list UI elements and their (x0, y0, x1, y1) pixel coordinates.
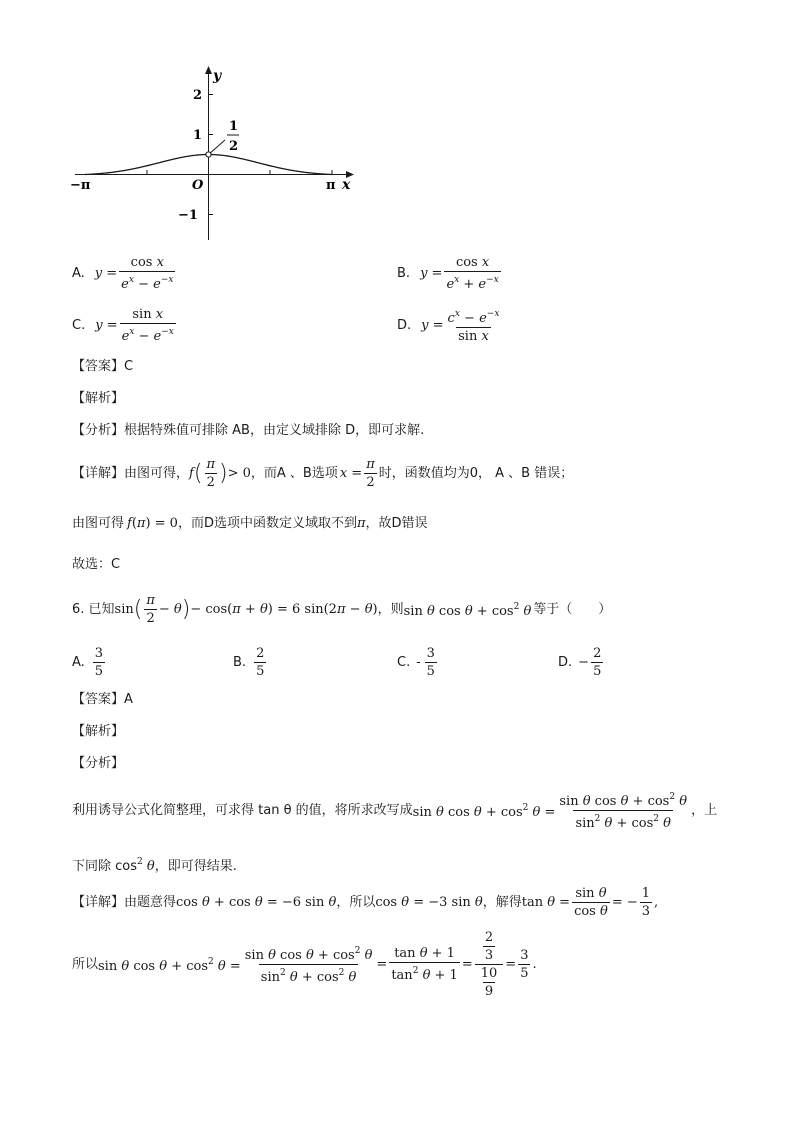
compound-fraction: $\frac{\frac{2}{3}}{\frac{10}{9}}$ (475, 930, 504, 999)
formula: y = (95, 317, 118, 333)
option-letter: D. (558, 654, 573, 670)
option-fraction: $\frac{2}{5}$ (593, 646, 602, 679)
fenxi-text: 根据特殊值可排除 AB，由定义域排除 D，即可求解. (124, 423, 425, 438)
option-letter: D. (397, 317, 412, 333)
y-axis-arrow (205, 66, 212, 74)
q6-option-a[interactable] (72, 646, 107, 679)
paren: ) (218, 460, 228, 486)
fenxi-text: 利用诱导公式化简整理，可求得 tan θ 的值，将所求改写成 (72, 802, 413, 818)
formula-fraction: $\frac{\sin \theta \cos \theta + \cos^2 \theta}{\sin^2 \theta + \cos^2 \theta}$ (559, 792, 688, 831)
formula-fraction: $\frac{\pi}{2}$ (206, 457, 215, 490)
formula-fraction: $\frac{3}{5}$ (520, 948, 529, 981)
formula: cos θ = −3 sin θ (375, 894, 483, 910)
stem-text: ，则 (377, 601, 404, 617)
stem-text: 等于（ ） (533, 601, 612, 617)
stem-text: 6. 已知 (72, 601, 115, 617)
line2-text: ，而D选项中函数定义域取不到 (177, 516, 357, 531)
q5-line2 (72, 515, 428, 533)
formula: − θ (158, 601, 182, 617)
formula: y = (421, 317, 444, 333)
formula: cos θ + cos θ = −6 sin θ (176, 894, 337, 910)
q6-answer: 【答案】A (72, 692, 133, 707)
line2-text: 由图可得 (72, 516, 125, 531)
paren: ( (133, 596, 143, 622)
formula: y = (420, 265, 443, 281)
y-tick-label-1: 1 (193, 128, 203, 143)
fenxi-text: ，上 (691, 802, 718, 818)
option-letter: B. (397, 265, 411, 281)
formula-fraction: $\frac{\pi}{2}$ (146, 593, 155, 626)
option-letter: C. (72, 317, 86, 333)
q5-option-d[interactable] (397, 307, 503, 344)
formula-fraction: $\frac{\text{sin θ}}{\text{cos θ}}$ (574, 886, 608, 919)
y-axis-label: y (213, 68, 222, 84)
xiangjie-text: 由图可得， (124, 465, 190, 481)
q5-xiangjie (72, 457, 573, 490)
q5-jiexi: 【解析】 (72, 391, 125, 406)
xiangjie-text: 由题意得 (124, 894, 177, 910)
formula: sin θ $\cos \theta + \cos^2 \theta$ = (412, 803, 556, 820)
x-tick-label-pi: π (326, 178, 336, 193)
q6-jiexi: 【解析】 (72, 724, 125, 739)
half-denominator: 2 (229, 139, 239, 154)
option-letter: A. (72, 654, 85, 670)
formula: > 0 (227, 465, 251, 481)
formula-fraction: $\frac{\sin \theta \cos \theta + \cos^2 \theta}{\sin^2 \theta + \cos^2 \theta}$ (244, 946, 373, 985)
q5-option-b[interactable] (397, 255, 503, 292)
option-fraction: $\frac{3}{5}$ (94, 646, 104, 679)
q5-choice: 故选：C (72, 557, 121, 572)
q6-option-c[interactable] (397, 646, 439, 679)
formula-fraction: $\frac{\text{cos x}}{e^x + e^{-x}}$ (446, 255, 499, 292)
y-tick-label-2: 2 (193, 88, 203, 103)
xiangjie-text: ，所以 (336, 894, 376, 910)
formula-fraction: $\frac{\text{sin x}}{e^x - e^{-x}}$ (121, 307, 174, 344)
q6-fenxi-line2 (72, 853, 237, 876)
formula: x (339, 465, 348, 481)
formula: , (654, 894, 659, 910)
xiangjie-text: 时，函数值均为0， A 、B 错误； (378, 465, 574, 481)
minus-sign: - (416, 654, 421, 670)
y-tick-label-minus1: −1 (178, 208, 198, 223)
q5-option-a[interactable] (72, 255, 177, 292)
q6-stem (72, 593, 611, 626)
minus-sign: − (578, 654, 590, 670)
line2-text: ，故D错误 (365, 516, 428, 531)
q5-fenxi (72, 422, 424, 440)
q6-final (72, 930, 537, 999)
origin-label: O (192, 178, 204, 193)
x-tick-label-minus-pi: −π (70, 178, 91, 193)
half-numerator: 1 (229, 119, 239, 134)
q6-option-d[interactable] (558, 646, 605, 679)
xiangjie-text: ，而A 、B选项 (250, 465, 338, 481)
formula: y = (94, 265, 118, 281)
annotation-leader (209, 140, 226, 155)
q5-option-c[interactable] (72, 307, 178, 344)
paren: ( (193, 460, 203, 486)
formula: θ (142, 859, 155, 874)
formula: = (347, 465, 363, 481)
formula: (π) = 0 (131, 516, 178, 531)
formula: tan θ = (521, 894, 571, 910)
formula: = (461, 956, 473, 972)
fenxi-text: ，即可得结果. (154, 859, 237, 874)
formula: . (532, 956, 537, 972)
option-letter: A. (72, 265, 85, 281)
formula: = − (611, 894, 638, 910)
xiangjie-tag: 【详解】 (72, 894, 125, 910)
option-letter: C. (397, 654, 411, 670)
formula: − cos(π + θ) = 6 sin(2π − θ) (190, 601, 378, 617)
open-point (206, 152, 211, 157)
xiangjie-tag: 【详解】 (72, 465, 125, 481)
fenxi-tag: 【分析】 (72, 423, 125, 438)
formula: f (127, 516, 132, 531)
formula-fraction: $\frac{c^x - e^{-x}}{\text{sin x}}$ (447, 309, 500, 344)
function-graph (60, 60, 370, 250)
option-fraction: $\frac{2}{5}$ (256, 646, 265, 679)
formula: 2 (137, 857, 143, 867)
fenxi-text: 下同除 cos (72, 859, 138, 874)
formula-fraction: $\frac{1}{3}$ (641, 886, 651, 919)
xiangjie-text: ，解得 (482, 894, 522, 910)
formula: f (189, 465, 194, 481)
q6-option-b[interactable] (233, 646, 268, 679)
formula: sin (114, 601, 134, 617)
option-letter: B. (233, 654, 247, 670)
formula: sin θ $\cos \theta + \cos^2 \theta$ (403, 602, 532, 619)
formula: = (376, 956, 388, 972)
formula-fraction: $\frac{\text{tan θ + 1}}{\tan^2 \theta + 1}$ (391, 946, 458, 983)
option-fraction: $\frac{3}{5}$ (426, 646, 435, 679)
q6-xiangjie (72, 886, 658, 919)
q6-fenxi-tag: 【分析】 (72, 756, 125, 771)
formula-fraction: $\frac{\pi}{2}$ (366, 457, 375, 490)
paren: ) (181, 596, 191, 622)
formula-fraction: $\frac{\text{cos x}}{e^x - e^{-x}}$ (121, 255, 174, 292)
formula: sin θ $\cos \theta + \cos^2 \theta$ = (98, 957, 241, 974)
formula: = (505, 956, 517, 972)
final-text: 所以 (72, 956, 99, 972)
formula: π (356, 516, 366, 531)
x-axis-label: x (342, 177, 351, 193)
q5-answer: 【答案】C (72, 359, 134, 374)
q6-fenxi (72, 790, 717, 831)
